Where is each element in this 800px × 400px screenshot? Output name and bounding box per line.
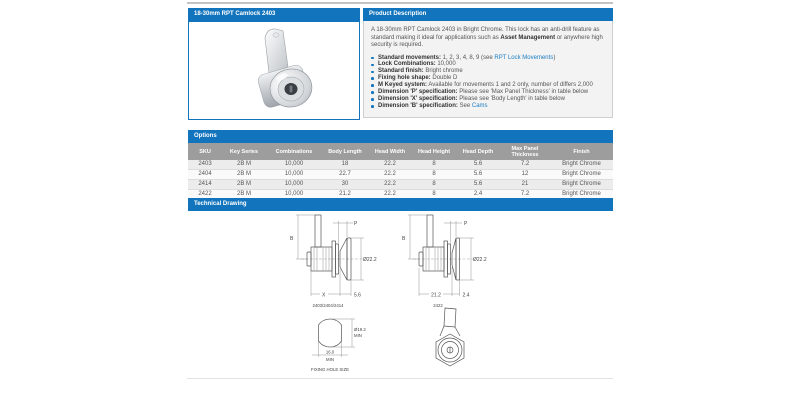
asset-management-bold: Asset Management <box>500 34 556 41</box>
cell-head-height: 8 <box>412 160 456 170</box>
cell-combinations: 10,000 <box>266 160 322 170</box>
intro-paragraph: A 18-30mm RPT Camlock 2403 in Bright Chrome. This lock has an anti-drill feature as standard making it ideal for applications such as Asset Management or anywhere high security is required. <box>371 27 603 48</box>
dim-label-head-depth: 2.4 <box>462 292 470 299</box>
options-section-header: Options <box>188 130 613 143</box>
cell-head-depth: 5.6 <box>456 170 500 180</box>
cell-combinations: 10,000 <box>266 170 322 180</box>
cell-key-series: 2B M <box>222 180 266 190</box>
dim-label-b: B <box>290 236 294 242</box>
cell-head-height: 8 <box>412 180 456 190</box>
product-photo <box>214 25 334 117</box>
cell-max-panel: 7.2 <box>500 160 550 170</box>
table-header-row <box>188 143 613 160</box>
table-row-2404 <box>188 170 613 180</box>
dim-label-body-length: 21.2 <box>431 292 441 299</box>
drawing-caption-left: 2403/2404/2414 <box>312 303 344 308</box>
camlock-side-drawing-2422 <box>400 213 500 309</box>
table-row-2403 <box>188 160 613 170</box>
cell-head-depth: 2.4 <box>456 190 500 200</box>
cell-head-width: 22.2 <box>368 170 412 180</box>
description-card <box>363 8 613 118</box>
cell-body-length: 30 <box>322 180 368 190</box>
bullet-icon <box>371 98 374 101</box>
col-header-body-length: Body Length <box>322 143 368 160</box>
dim-label-dia: Ø22.2 <box>363 257 377 263</box>
cell-head-depth: 5.6 <box>456 160 500 170</box>
bullet-lock-combinations: Lock Combinations: 10,000 <box>371 61 605 68</box>
lock-face-drawing <box>425 306 475 376</box>
col-header-finish: Finish <box>550 143 613 160</box>
cell-combinations: 10,000 <box>266 180 322 190</box>
bullet-icon <box>371 84 374 87</box>
cell-head-height: 8 <box>412 190 456 200</box>
cell-sku: 2414 <box>188 180 222 190</box>
bullet-icon <box>371 77 374 80</box>
col-header-head-depth: Head Depth <box>456 143 500 160</box>
cell-key-series: 2B M <box>222 190 266 200</box>
spec-bullet-list <box>371 55 605 110</box>
camlock-side-drawing-2403 <box>288 213 388 309</box>
dim-label-head-depth: 5.6 <box>354 292 361 299</box>
cell-max-panel: 12 <box>500 170 550 180</box>
product-photo-frame <box>188 21 360 120</box>
bottom-divider <box>187 378 613 379</box>
dim-label-hole-width: 16.0 <box>325 349 335 355</box>
cell-key-series: 2B M <box>222 160 266 170</box>
rpt-lock-movements-link[interactable]: RPT Lock Movements <box>494 54 554 61</box>
technical-section-header: Technical Drawing <box>188 198 613 211</box>
cams-link[interactable]: Cams <box>471 102 488 109</box>
dim-label-hole-dia: Ø19.2 <box>354 327 366 332</box>
description-card-title: Product Description <box>363 8 613 21</box>
fixing-hole-drawing <box>300 311 380 375</box>
col-header-max-panel-thickness: Max Panel Thickness <box>500 143 550 160</box>
cell-max-panel: 21 <box>500 180 550 190</box>
top-divider <box>187 2 613 4</box>
description-body <box>363 21 613 118</box>
bullet-icon <box>371 71 374 74</box>
cell-sku: 2422 <box>188 190 222 200</box>
cell-sku: 2403 <box>188 160 222 170</box>
cell-body-length: 21.2 <box>322 190 368 200</box>
cell-head-width: 22.2 <box>368 190 412 200</box>
bullet-icon <box>371 105 374 108</box>
bullet-dimension-b: Dimension 'B' specification: See Cams <box>371 103 605 110</box>
cell-key-series: 2B M <box>222 170 266 180</box>
dim-label-hole-dia-min: MIN <box>354 333 362 338</box>
options-table <box>188 143 613 200</box>
cell-head-height: 8 <box>412 170 456 180</box>
product-card-title: 18-30mm RPT Camlock 2403 <box>188 8 360 21</box>
col-header-key-series: Key Series <box>222 143 266 160</box>
cell-finish: Bright Chrome <box>550 190 613 200</box>
dim-label-hole-width-min: MIN <box>326 357 334 362</box>
dim-label-dia: Ø22.2 <box>473 257 487 263</box>
drawing-caption-fixing-hole: FIXING HOLE SIZE <box>311 367 349 372</box>
bullet-dimension-p: Dimension 'P' specification: Please see 'Max Panel Thickness' in table below <box>371 89 605 96</box>
cell-head-width: 22.2 <box>368 160 412 170</box>
bullet-standard-movements: Standard movements: 1, 2, 3, 4, 8, 9 (see RPT Lock Movements) <box>371 55 605 62</box>
dim-label-p: P <box>354 221 358 227</box>
cell-body-length: 22.7 <box>322 170 368 180</box>
col-header-sku: SKU <box>188 143 222 160</box>
col-header-combinations: Combinations <box>266 143 322 160</box>
bullet-icon <box>371 64 374 67</box>
table-row-2414 <box>188 180 613 190</box>
col-header-head-height: Head Height <box>412 143 456 160</box>
drawing-caption-right: 2422 <box>433 303 443 308</box>
technical-drawing-area <box>188 211 613 378</box>
cell-head-depth: 5.6 <box>456 180 500 190</box>
cell-max-panel: 7.2 <box>500 190 550 200</box>
bullet-standard-finish: Standard finish: Bright chrome <box>371 68 605 75</box>
cell-finish: Bright Chrome <box>550 160 613 170</box>
bullet-m-keyed-system: M Keyed system: Available for movements 1 and 2 only, number of differs 2,000 <box>371 82 605 89</box>
dim-label-p: P <box>464 221 468 227</box>
cell-finish: Bright Chrome <box>550 180 613 190</box>
cell-sku: 2404 <box>188 170 222 180</box>
bullet-fixing-hole-shape: Fixing hole shape: Double D <box>371 75 605 82</box>
product-card <box>188 8 360 120</box>
bullet-icon <box>371 91 374 94</box>
cell-body-length: 18 <box>322 160 368 170</box>
col-header-head-width: Head Width <box>368 143 412 160</box>
cell-head-width: 22.2 <box>368 180 412 190</box>
dim-label-b: B <box>402 236 406 242</box>
bullet-icon <box>371 57 374 60</box>
bullet-dimension-x: Dimension 'X' specification: Please see 'Body Length' in table below <box>371 96 605 103</box>
cell-finish: Bright Chrome <box>550 170 613 180</box>
dim-label-x: X <box>322 292 326 299</box>
cell-combinations: 10,000 <box>266 190 322 200</box>
